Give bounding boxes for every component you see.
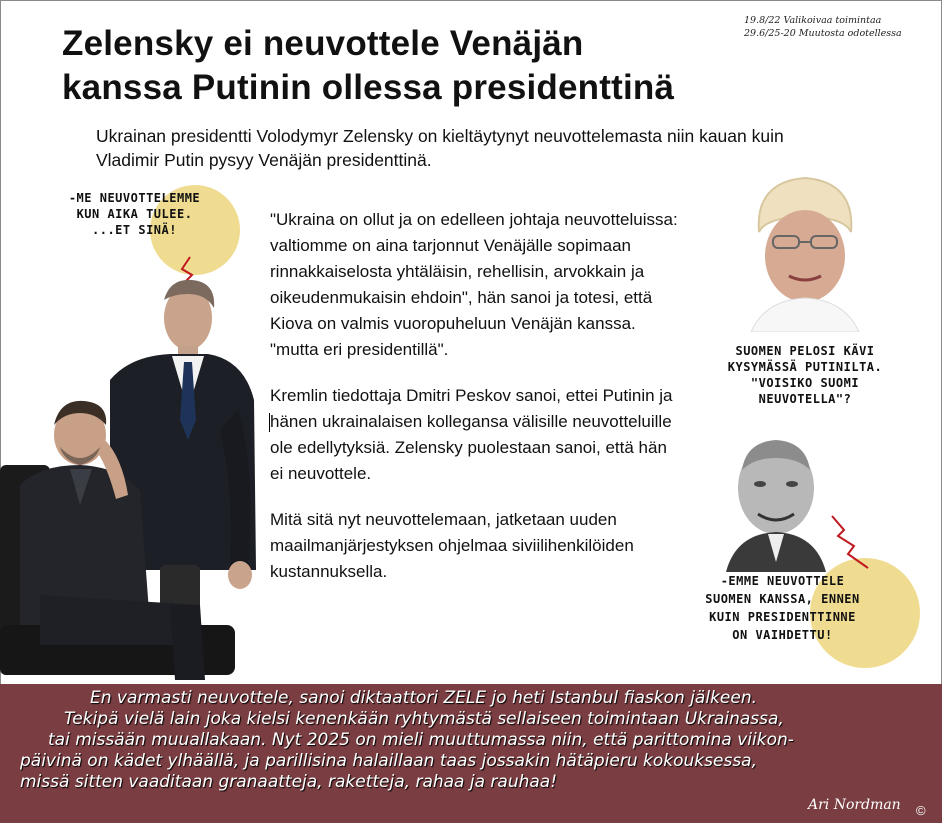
headline-line-2: kanssa Putinin ollessa presidenttinä	[62, 68, 675, 107]
speech-left-line-3: ...ET SINÄ!	[92, 223, 177, 237]
handwritten-dates	[744, 14, 934, 40]
speech-middle-line-4: NEUVOTELLA"?	[758, 392, 852, 406]
photo-woman-hairnet	[745, 172, 865, 332]
speech-right-line-2: SUOMEN KANSSA, ENNEN	[705, 592, 860, 606]
article-paragraph-3: Mitä sitä nyt neuvottelemaan, jatketaan uuden maailmanjärjestyksen ohjelmaa siviilihenkilöiden kustannuksella.	[270, 510, 634, 581]
speech-left-line-1: -ME NEUVOTTELEMME	[68, 191, 201, 205]
caption-line-2: Tekipä vielä lain joka kielsi kenenkään ryhtymästä sellaiseen toimintaan Ukrainassa,	[64, 709, 784, 729]
speech-text-left	[22, 190, 247, 238]
caption-line-3: tai missään muuallakaan. Nyt 2025 on mieli muuttumassa niin, että parittomina viikon-	[48, 730, 794, 750]
copyright-mark: ©	[916, 803, 926, 818]
caption-line-4: päivinä on kädet ylhäällä, ja parillisina halaillaan taas jossakin hätäpieru kokouksessa,	[20, 751, 758, 771]
headline-line-1: Zelensky ei neuvottele Venäjän	[62, 24, 584, 63]
lead-text: Ukrainan presidentti Volodymyr Zelensky on kieltäytynyt neuvottelemasta niin kauan kuin Vladimir Putin pysyy Venäjän presidenttinä.	[96, 126, 784, 170]
article-paragraph-2: Kremlin tiedottaja Dmitri Peskov sanoi, ettei Putinin ja hänen ukrainalaisen kollegansa välisille neuvotteluille ole edellytyksiä. Zelensky puolestaan sanoi, että hän ei neuvottele.	[270, 386, 673, 483]
article-body	[270, 207, 680, 605]
photo-smiling-man-greyscale	[716, 422, 836, 572]
speech-right-line-3: KUIN PRESIDENTTINNE	[709, 610, 856, 624]
caption-text	[20, 688, 940, 793]
photo-seated-man-in-armchair	[0, 395, 235, 685]
article-paragraph-1: "Ukraina on ollut ja on edelleen johtaja neuvotteluissa: valtiomme on aina tarjonnut Venäjälle sopimaan rinnakkaiselosta yhtäläisin, rehellisin, arvokkain ja oikeudenmukaisin ehdoin", hän sanoi ja totesi, että Kiova on valmis vuoropuheluun Venäjän kanssa. "mutta eri presidentillä".	[270, 210, 678, 359]
caption-line-5: missä sitten vaaditaan granaatteja, raketteja, rahaa ja rauhaa!	[20, 772, 558, 792]
speech-middle-line-2: KYSYMÄSSÄ PUTINILTA.	[727, 360, 883, 374]
caption-line-1: En varmasti neuvottele, sanoi diktaattori ZELE jo heti Istanbul fiaskon jälkeen.	[90, 688, 758, 708]
speech-tail-right-squiggle	[828, 512, 878, 572]
speech-right-line-4: ON VAIHDETTU!	[732, 628, 833, 642]
speech-left-line-2: KUN AIKA TULEE.	[76, 207, 193, 221]
artist-signature: Ari Nordman	[808, 797, 901, 813]
date-line-1: 19.8/22 Valikoivaa toimintaa	[744, 15, 882, 26]
headline	[62, 22, 862, 110]
text-cursor	[269, 413, 270, 432]
speech-middle-line-1: SUOMEN PELOSI KÄVI	[735, 344, 875, 358]
speech-right-line-1: -EMME NEUVOTTELE	[720, 574, 845, 588]
date-line-2: 29.6/25-20 Muutosta odotellessa	[744, 28, 902, 39]
speech-middle-line-3: "VOISIKO SUOMI	[750, 376, 860, 390]
speech-text-middle	[690, 343, 920, 407]
speech-text-right	[655, 572, 910, 644]
